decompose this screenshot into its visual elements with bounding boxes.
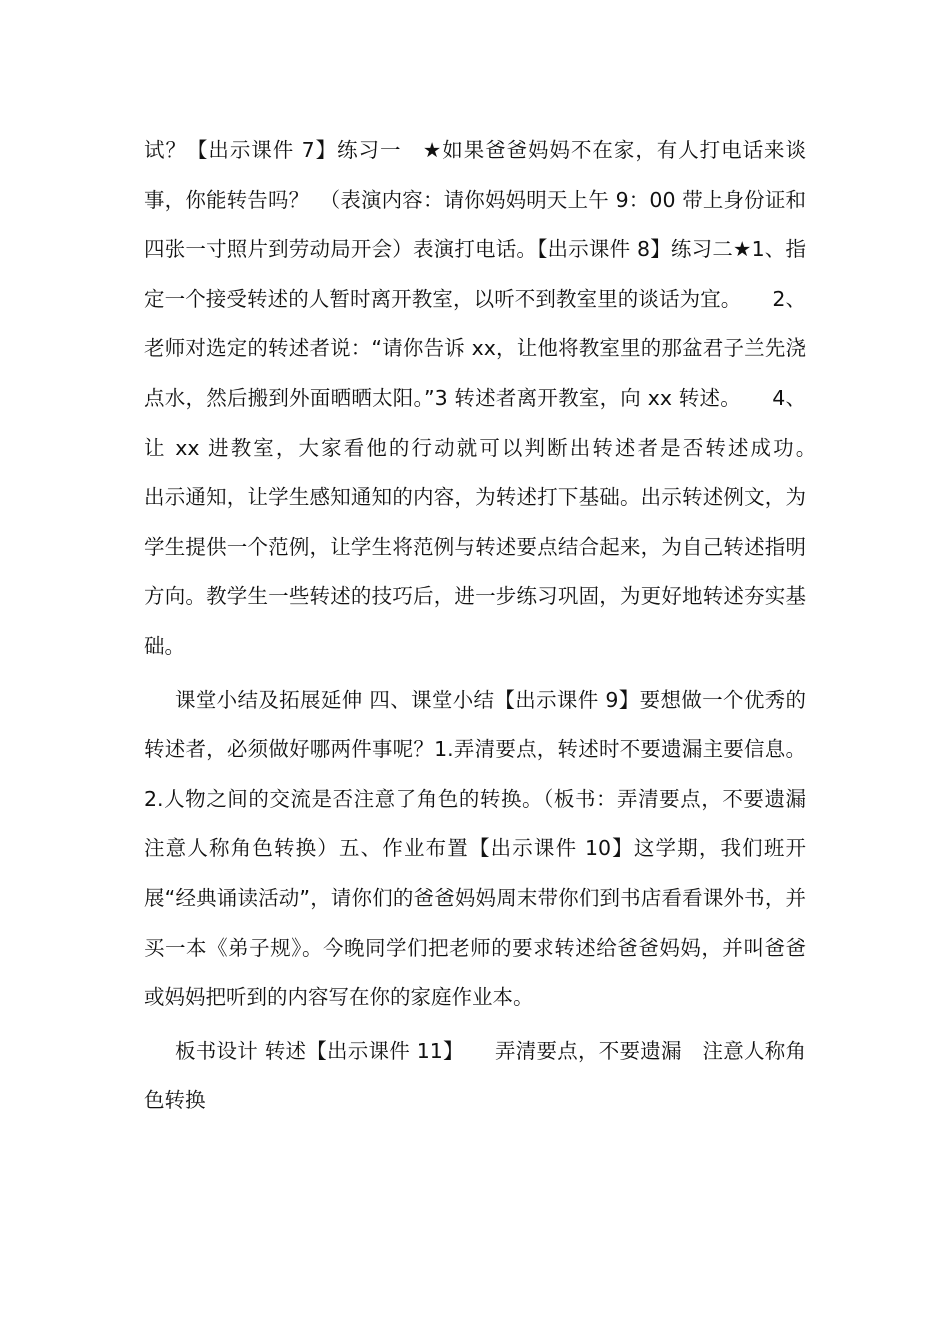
paragraph-board-design: 板书设计 转述【出示课件 11】 弄清要点，不要遗漏 注意人称角色转换 [144,1038,806,1113]
document-body [144,126,854,1126]
paragraph-summary: 课堂小结及拓展延伸 四、课堂小结【出示课件 9】要想做一个优秀的转述者，必须做好哪两件事呢？1.弄清要点，转述时不要遗漏主要信息。2.人物之间的交流是否注意了角色的转换。（板书：弄清要点，不要遗漏 注意人称角色转换）五、作业布置【出示课件 10】这学期，我们班开展“经典诵读活动”，请你们的爸爸妈妈周末带你们到书店看看课外书，并买一本《弟子规》。今晚同学们把老师的要求转述给爸爸妈妈，并叫爸爸或妈妈把听到的内容写在你的家庭作业本。 [144,687,827,1010]
paragraph-practice: 试？【出示课件 7】练习一 ★如果爸爸妈妈不在家，有人打电话来谈事，你能转告吗？ （表演内容：请你妈妈明天上午 9：00 带上身份证和四张一寸照片到劳动局开会）表演打电话。【出示课件 8】练习二★1、指定一个接受转述的人暂时离开教室，以听不到教室里的谈话为宜。 2、老师对选定的转述者说：“请你告诉 xx，让他将教室里的那盆君子兰先浇点水，然后搬到外面晒晒太阳。”3 转述者离开教室，向 xx 转述。 4、让 xx 进教室，大家看他的行动就可以判断出转述者是否转述成功。 出示通知，让学生感知通知的内容，为转述打下基础。出示转述例文，为学生提供一个范例，让学生将范例与转述要点结合起来，为自己转述指明方向。教学生一些转述的技巧后，进一步练习巩固，为更好地转述夯实基础。 [144,138,854,658]
